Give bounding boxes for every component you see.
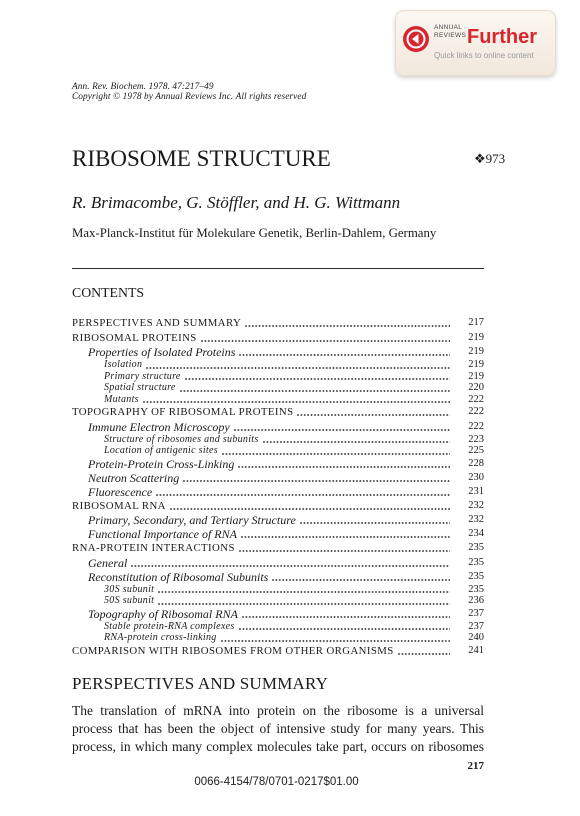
dot-leader [234, 429, 450, 431]
toc-subsection [72, 513, 484, 527]
page-number: 217 [467, 760, 484, 772]
toc-entry-title: Neutron Scattering [88, 470, 180, 485]
toc-entry-page: 241 [468, 644, 484, 656]
dot-leader [263, 441, 450, 443]
toc-entry-title: COMPARISON WITH RIBOSOMES FROM OTHER ORGANISMS [72, 644, 394, 657]
toc-item [72, 632, 484, 644]
toc-entry-page: 235 [468, 570, 484, 582]
toc-item [72, 445, 484, 457]
citation-block [72, 82, 306, 102]
toc-entry-page: 219 [468, 359, 484, 370]
toc-entry-page: 230 [468, 471, 484, 483]
toc-entry-page: 222 [468, 393, 484, 405]
toc-entry-page: 231 [468, 485, 484, 497]
toc-entry-page: 235 [468, 542, 484, 553]
author-list: R. Brimacombe, G. Stöffler, and H. G. Wittmann [72, 193, 401, 212]
toc-entry-title: Fluorescence [88, 484, 153, 499]
toc-entry-title: Topography of Ribosomal RNA [88, 606, 238, 621]
toc-entry-page: 232 [468, 514, 484, 525]
toc-subsection [72, 420, 484, 434]
toc-entry-title: PERSPECTIVES AND SUMMARY [72, 317, 242, 329]
dot-leader [398, 653, 450, 655]
toc-entry-page: 240 [468, 632, 484, 643]
dot-leader [170, 508, 450, 510]
toc-subsection [72, 345, 484, 359]
toc-entry-page: 228 [468, 457, 484, 469]
toc-item [72, 621, 484, 633]
body-text [72, 702, 484, 756]
dot-leader [183, 480, 450, 482]
dot-leader [242, 616, 450, 618]
toc-subsection [72, 570, 484, 584]
toc-subsection [72, 457, 484, 471]
toc-entry-title: Spatial structure [104, 382, 176, 393]
divider-rule [72, 268, 484, 269]
toc-entry-page: 235 [468, 556, 484, 568]
affiliation: Max-Planck-Institut für Molekulare Genetik, Berlin-Dahlem, Germany [72, 226, 437, 240]
toc-section [72, 331, 484, 346]
toc-entry-title: RNA-protein cross-linking [104, 632, 217, 643]
contents-heading: CONTENTS [72, 285, 145, 300]
toc-entry-page: 225 [468, 445, 484, 456]
toc-entry-page: 219 [468, 346, 484, 357]
toc-entry-title: RNA-PROTEIN INTERACTIONS [72, 542, 235, 554]
dot-leader [131, 565, 450, 567]
dot-leader [222, 453, 450, 455]
dot-leader [143, 401, 450, 403]
body-line: process that has been the object of intensive study for many years. This [72, 721, 484, 736]
toc-entry-title: Location of antigenic sites [104, 445, 218, 456]
toc-entry-title: Structure of ribosomes and subunits [104, 433, 259, 445]
toc-section [72, 541, 484, 556]
dot-leader [239, 550, 450, 552]
toc-entry-title: Functional Importance of RNA [88, 527, 237, 541]
toc-list [72, 316, 484, 658]
toc-subsection [72, 485, 484, 499]
dot-leader [272, 579, 450, 581]
toc-section [72, 316, 484, 331]
dot-leader [241, 536, 450, 538]
toc-section [72, 644, 484, 659]
article-marker: ❖973 [474, 151, 506, 166]
toc-entry-title: Isolation [104, 359, 143, 370]
toc-entry-title: Protein-Protein Cross-Linking [88, 456, 235, 471]
further-arrow-icon [402, 25, 430, 53]
publisher-label-reviews: REVIEWS [434, 32, 467, 39]
publisher-label-annual: ANNUAL [434, 24, 463, 31]
further-subtitle: Quick links to online content [434, 51, 534, 60]
toc-item [72, 371, 484, 383]
toc-item [72, 584, 484, 596]
article-title: RIBOSOME STRUCTURE [72, 146, 331, 171]
body-line: process, in which many complex molecules take part, occurs on ribosomes [72, 739, 484, 754]
toc-entry-page: 235 [468, 583, 484, 595]
toc-subsection [72, 607, 484, 621]
toc-entry-page: 236 [468, 595, 484, 606]
toc-item [72, 394, 484, 406]
dot-leader [180, 390, 450, 392]
dot-leader [239, 354, 450, 356]
toc-entry-page: 222 [468, 420, 484, 432]
toc-entry-title: TOPOGRAPHY OF RIBOSOMAL PROTEINS [72, 406, 294, 418]
footer-code: 0066-4154/78/0701-0217$01.00 [194, 776, 359, 788]
toc-entry-title: Mutants [104, 393, 139, 405]
toc-entry-page: 219 [468, 370, 484, 382]
further-title: Further [467, 26, 537, 48]
toc-entry-title: RIBOSOMAL PROTEINS [72, 331, 197, 344]
copyright-notice: Copyright © 1978 by Annual Reviews Inc. All rights reserved [72, 92, 307, 102]
toc-entry-page: 219 [468, 331, 484, 343]
toc-entry-page: 232 [468, 499, 484, 511]
toc-entry-title: Primary, Secondary, and Tertiary Structure [88, 513, 296, 527]
toc-entry-page: 217 [468, 317, 484, 328]
section-heading: PERSPECTIVES AND SUMMARY [72, 674, 329, 693]
dot-leader [156, 494, 450, 496]
toc-subsection [72, 527, 484, 541]
dot-leader [238, 466, 450, 468]
toc-section [72, 499, 484, 514]
toc-item [72, 595, 484, 607]
toc-entry-title: Primary structure [104, 370, 181, 382]
body-line: The translation of mRNA into protein on the ribosome is a universal [72, 703, 484, 718]
toc-entry-page: 220 [468, 382, 484, 393]
toc-entry-title: Properties of Isolated Proteins [88, 345, 236, 359]
journal-citation: Ann. Rev. Biochem. 1978. 47:217–49 [72, 82, 214, 92]
toc-entry-page: 222 [468, 406, 484, 417]
toc-section [72, 405, 484, 420]
toc-entry-title: General [88, 555, 128, 570]
toc-entry-title: 30S subunit [104, 583, 155, 595]
toc-entry-title: RIBOSOMAL RNA [72, 499, 166, 512]
dot-leader [146, 367, 450, 369]
dot-leader [158, 603, 450, 605]
toc-item [72, 434, 484, 446]
further-badge[interactable] [395, 10, 556, 76]
dot-leader [239, 628, 450, 630]
dot-leader [221, 640, 450, 642]
dot-leader [158, 591, 450, 593]
dot-leader [185, 378, 450, 380]
toc-subsection [72, 471, 484, 485]
toc-item [72, 359, 484, 371]
toc-item [72, 382, 484, 394]
toc-entry-title: Reconstitution of Ribosomal Subunits [88, 569, 269, 584]
toc-entry-title: Stable protein-RNA complexes [104, 620, 235, 632]
dot-leader [300, 522, 450, 524]
dot-leader [245, 325, 450, 327]
toc-entry-page: 237 [468, 620, 484, 632]
toc-subsection [72, 556, 484, 570]
toc-entry-page: 223 [468, 433, 484, 445]
dot-leader [201, 340, 450, 342]
toc-entry-page: 234 [468, 528, 484, 539]
toc-entry-title: 50S subunit [104, 595, 155, 606]
dot-leader [297, 414, 450, 416]
toc-entry-title: Immune Electron Microscopy [88, 419, 230, 434]
toc-entry-page: 237 [468, 607, 484, 619]
